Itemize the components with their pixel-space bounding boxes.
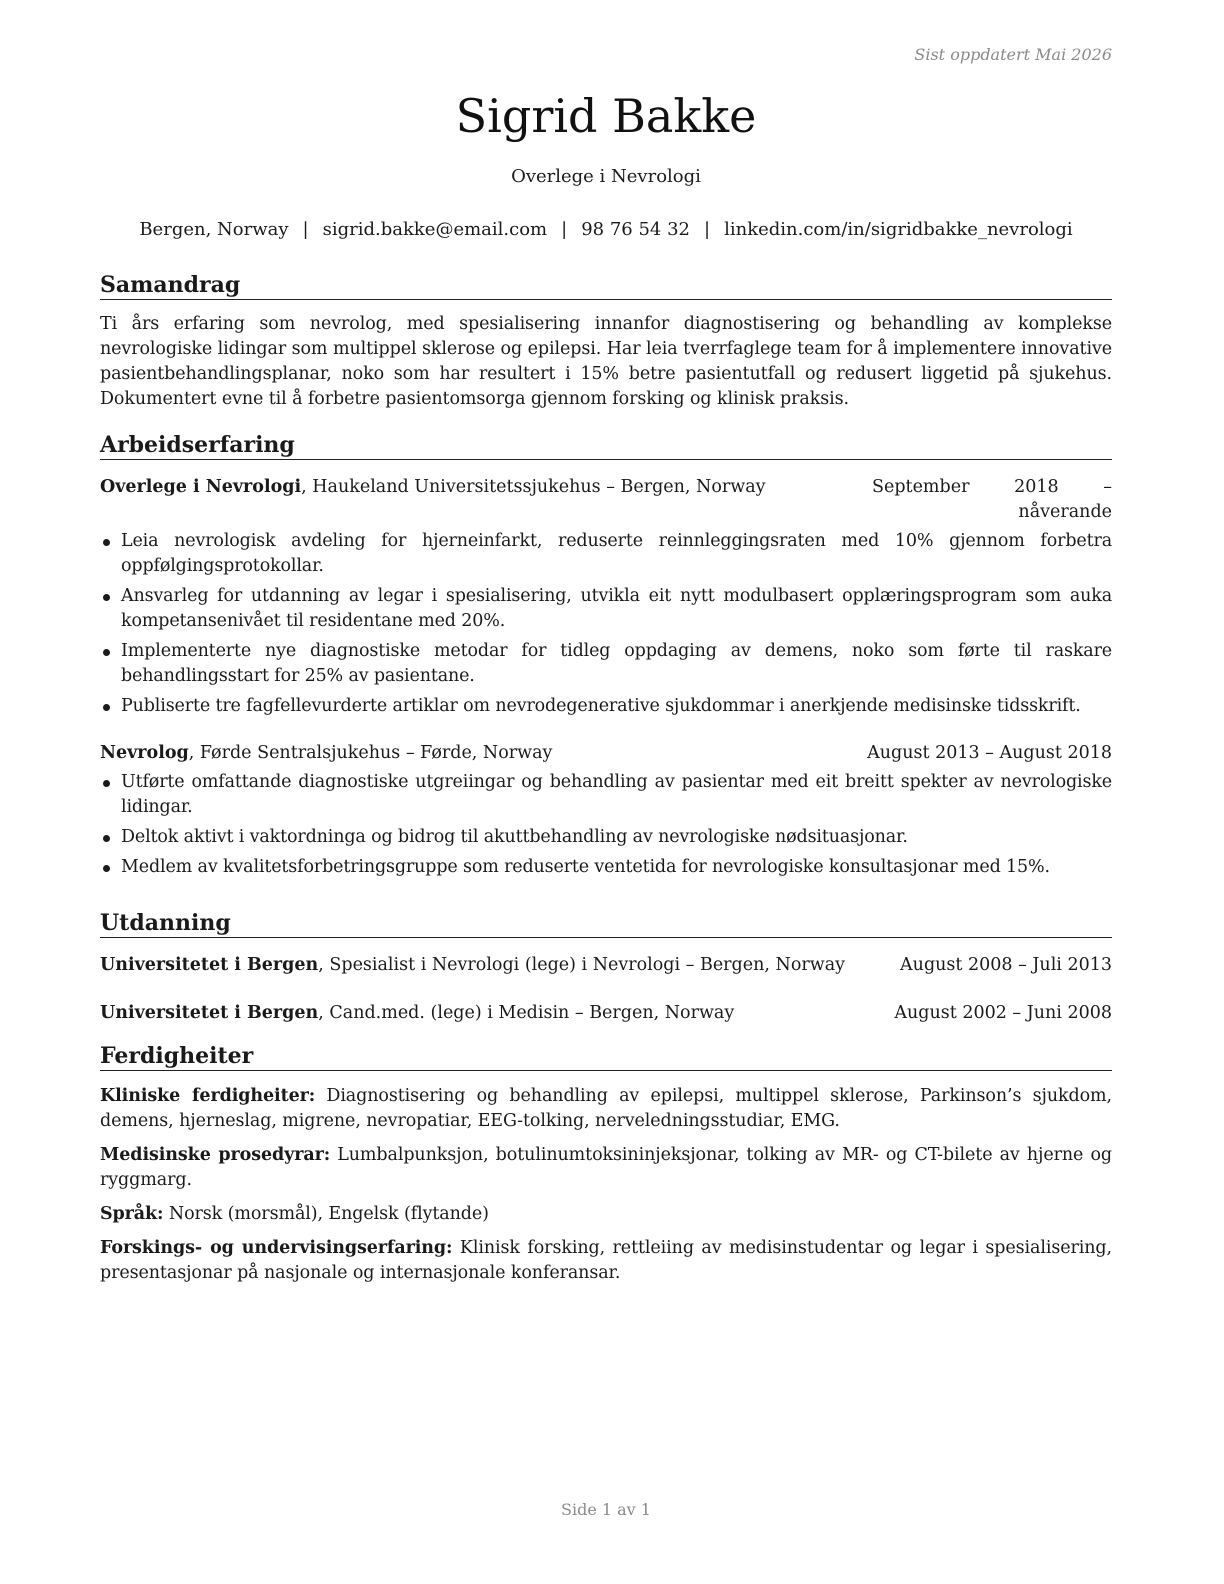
job-role: Overlege i Nevrologi bbox=[100, 477, 302, 497]
contact-separator: | bbox=[561, 219, 568, 240]
section-title-skills: Ferdigheiter bbox=[100, 1042, 1112, 1071]
education-line bbox=[100, 953, 845, 978]
skill-item bbox=[100, 1202, 1112, 1227]
job-bullets bbox=[100, 770, 1112, 880]
page-number: Side 1 av 1 bbox=[561, 1500, 651, 1519]
job-entry bbox=[100, 741, 1112, 880]
education-entry bbox=[100, 953, 1112, 978]
skill-label: Kliniske ferdigheiter: bbox=[100, 1086, 316, 1106]
education-dates: August 2008 – Juli 2013 bbox=[900, 955, 1112, 975]
job-employer: , Førde Sentralsjukehus – Førde, Norway bbox=[188, 743, 553, 763]
list-item: Medlem av kvalitetsforbetringsgruppe som reduserte ventetida for nevrologiske konsultasjonar med 15%. bbox=[100, 855, 1112, 880]
skill-text: Diagnostisering og behandling av epilepsi, multippel sklerose, Parkinson’s sjukdom, demens, hjerneslag, migrene, nevropatiar, EEG-tolking, nerveledningsstudiar, EMG. bbox=[100, 1086, 1112, 1131]
contact-separator: | bbox=[704, 219, 711, 240]
list-item: Ansvarleg for utdanning av legar i spesialisering, utvikla eit nytt modulbasert opplæringsprogram som auka kompetansenivået til residentane med 20%. bbox=[100, 584, 1112, 634]
contact-line bbox=[100, 219, 1112, 240]
section-title-education: Utdanning bbox=[100, 909, 1112, 938]
skill-label: Språk: bbox=[100, 1204, 164, 1224]
skill-text: Lumbalpunksjon, botulinumtoksininjeksjonar, tolking av MR- og CT-bilete av hjerne og ryggmarg. bbox=[100, 1145, 1112, 1190]
skill-item bbox=[100, 1143, 1112, 1193]
skill-label: Forskings- og undervisingserfaring: bbox=[100, 1238, 453, 1258]
education-degree: , Cand.med. (lege) i Medisin – Bergen, Norway bbox=[318, 1003, 735, 1023]
education-school: Universitetet i Bergen bbox=[100, 1003, 319, 1023]
job-employer: , Haukeland Universitetssjukehus – Bergen, Norway bbox=[301, 477, 766, 497]
experience-section bbox=[100, 431, 1112, 885]
job-dates: August 2013 – August 2018 bbox=[867, 743, 1112, 763]
education-line bbox=[100, 1001, 734, 1026]
skill-text: Norsk (morsmål), Engelsk (flytande) bbox=[163, 1204, 489, 1224]
list-item: Utførte omfattande diagnostiske utgreiingar og behandling av pasientar med eit breitt spekter av nevrologiske lidingar. bbox=[100, 770, 1112, 820]
education-section bbox=[100, 909, 1112, 1026]
job-role: Nevrolog bbox=[100, 743, 189, 763]
contact-separator: | bbox=[302, 219, 309, 240]
skills-section bbox=[100, 1042, 1112, 1295]
job-header bbox=[100, 475, 1112, 525]
contact-email[interactable]: sigrid.bakke@email.com bbox=[322, 219, 548, 240]
last-updated: Sist oppdatert Mai 2026 bbox=[914, 45, 1112, 64]
education-school: Universitetet i Bergen bbox=[100, 955, 319, 975]
list-item: Publiserte tre fagfellevurderte artiklar om nevrodegenerative sjukdommar i anerkjende medisinske tidsskrift. bbox=[100, 694, 1112, 719]
skill-item bbox=[100, 1084, 1112, 1134]
skill-label: Medisinske prosedyrar: bbox=[100, 1145, 331, 1165]
list-item: Leia nevrologisk avdeling for hjerneinfarkt, reduserte reinnleggingsraten med 10% gjennom forbetra oppfølgingsprotokollar. bbox=[100, 529, 1112, 579]
list-item: Deltok aktivt i vaktordninga og bidrog til akuttbehandling av nevrologiske nødsituasjonar. bbox=[100, 825, 1112, 850]
job-role-line bbox=[100, 475, 872, 500]
job-role-line bbox=[100, 741, 867, 766]
education-entry bbox=[100, 1001, 1112, 1026]
job-dates: September 2018 – nåverande bbox=[872, 477, 1112, 522]
list-item: Implementerte nye diagnostiske metodar for tidleg oppdaging av demens, noko som førte til raskare behandlingsstart for 25% av pasientane. bbox=[100, 639, 1112, 689]
education-dates: August 2002 – Juni 2008 bbox=[894, 1003, 1112, 1023]
cv-page bbox=[100, 0, 1112, 1584]
section-title-experience: Arbeidserfaring bbox=[100, 431, 1112, 460]
job-header bbox=[100, 741, 1112, 766]
skills-list bbox=[100, 1084, 1112, 1286]
job-title: Overlege i Nevrologi bbox=[511, 166, 701, 187]
job-entry bbox=[100, 475, 1112, 719]
contact-phone: 98 76 54 32 bbox=[581, 219, 691, 240]
job-bullets bbox=[100, 529, 1112, 719]
contact-linkedin[interactable]: linkedin.com/in/sigridbakke_nevrologi bbox=[724, 219, 1073, 240]
skill-item bbox=[100, 1236, 1112, 1286]
skill-text: Klinisk forsking, rettleiing av medisinstudentar og legar i spesialisering, presentasjonar på nasjonale og internasjonale konferansar. bbox=[100, 1238, 1112, 1283]
contact-location: Bergen, Norway bbox=[139, 219, 289, 240]
summary-text: Ti års erfaring som nevrolog, med spesialisering innanfor diagnostisering og behandling av komplekse nevrologiske lidingar som multippel sklerose og epilepsi. Har leia tverrfaglege team for å implementere innovative pasientbehandlingsplanar, noko som har resultert i 15% betre pasientutfall og redusert liggetid på sjukehus. Dokumentert evne til å forbetre pasientomsorga gjennom forsking og klinisk praksis. bbox=[100, 314, 1112, 409]
education-degree: , Spesialist i Nevrologi (lege) i Nevrologi – Bergen, Norway bbox=[318, 955, 846, 975]
person-name: Sigrid Bakke bbox=[455, 89, 757, 143]
summary-section bbox=[100, 271, 1112, 412]
section-title-summary: Samandrag bbox=[100, 271, 1112, 300]
